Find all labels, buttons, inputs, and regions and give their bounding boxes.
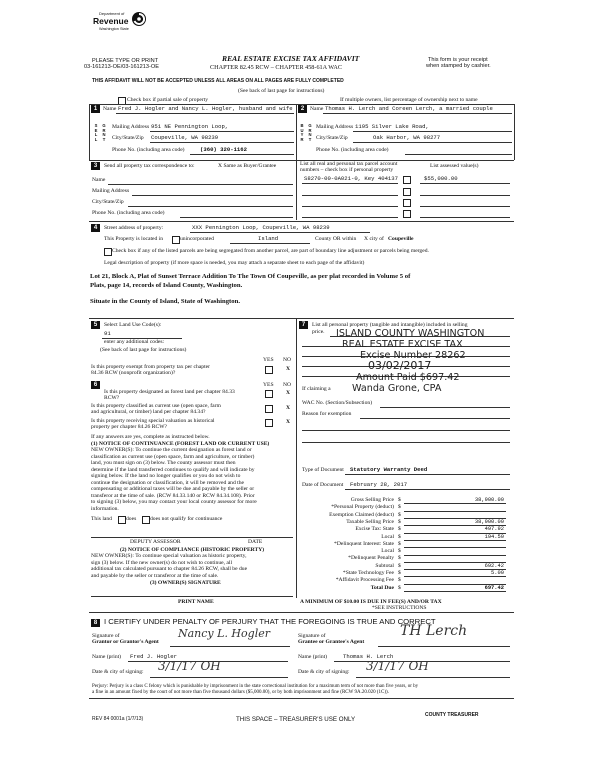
wac-label: WAC No. (Section/Subsection)	[302, 400, 373, 406]
tax-row-label: Local	[381, 533, 394, 540]
does-not-checkbox[interactable]	[142, 516, 150, 524]
perjury-statement-2: a fine in an amount fixed by the court of not more than five thousand dollars ($5,000.00), or by both imprisonment and fine (RCW 9A.20.020 (1C)).	[92, 690, 389, 695]
legal-description-3: Situate in the County of Island, State of Washington.	[90, 298, 241, 305]
grantee-date-city[interactable]: 3/1/17 OH	[366, 659, 429, 673]
land-use-see-back: (See back of last page for instructions)	[100, 347, 187, 353]
parcel-personal-checkbox-2[interactable]	[403, 188, 411, 196]
buyer-city[interactable]: Oak Harbor, WA 98277	[373, 134, 441, 141]
tax-row-amount[interactable]: 38,900.00	[474, 497, 504, 503]
forest-question-2: RCW?	[104, 395, 120, 401]
print-name-label: PRINT NAME	[178, 599, 214, 605]
stamp-line-1: ISLAND COUNTY WASHINGTON	[336, 328, 485, 339]
notice2-line: and payable by the seller or transferor at the time of sale.	[91, 572, 219, 579]
legal-description-label: Legal description of property (if more space is needed, you may attach a separate sheet to each page of the affidavit)	[104, 260, 365, 266]
tax-row-underline	[404, 540, 506, 541]
exempt-no-x[interactable]: X	[286, 366, 291, 372]
grantor-sig-label-1: Signature of	[92, 633, 120, 639]
tax-row-label: Local	[381, 548, 394, 555]
tax-row-amount[interactable]: 697.42	[484, 584, 504, 591]
form-title: REAL ESTATE EXCISE TAX AFFIDAVIT	[222, 54, 360, 63]
tax-row-amount[interactable]: 5.00	[491, 570, 504, 576]
deputy-assessor-label: DEPUTY ASSESSOR	[130, 539, 181, 545]
notice-compliance-title: (2) NOTICE OF COMPLIANCE (HISTORIC PROPERTY)	[120, 547, 265, 553]
grantor-date-label: Date & city of signing:	[92, 669, 144, 675]
tax-row-underline	[404, 511, 506, 512]
doc-type-label: Type of Document	[302, 467, 344, 473]
notice1-line: compensating or additional taxes will be due and payable by the seller or	[91, 486, 255, 492]
section-4-badge: 4	[91, 224, 100, 232]
section-7-badge: 7	[299, 321, 308, 329]
grantor-name-print[interactable]: Fred J. Hogler	[130, 653, 177, 660]
historic-yes-checkbox[interactable]	[265, 419, 273, 427]
notice2-line: sign (3) below. If the new owner(s) do not wish to continue, all	[91, 559, 233, 566]
reason-label: Reason for exemption	[302, 411, 352, 417]
city-within-label[interactable]: X city of	[364, 236, 384, 242]
current-use-no-x[interactable]: X	[286, 405, 291, 411]
logo-name: Revenue	[93, 16, 129, 26]
tax-row-currency: $	[398, 570, 401, 576]
logo-dept: Department of	[99, 11, 125, 16]
grantee-sig-label-1: Signature of	[298, 633, 326, 639]
grantee-signature[interactable]: TH Lerch	[400, 623, 468, 639]
seller-phone-label: Phone No. (including area code)	[112, 147, 185, 153]
notice1-line: to signing (3) below, you may contact your local county assessor for more	[91, 499, 257, 505]
tax-row-currency: $	[398, 526, 401, 533]
tax-row-underline	[404, 503, 506, 504]
stamp-line-5: Amount Paid $697.42	[356, 372, 460, 383]
doc-type-value[interactable]: Statutory Warranty Deed	[350, 466, 428, 473]
stamp-line-4: 03/02/2017	[368, 359, 432, 372]
form-chapter: CHAPTER 82.45 RCW – CHAPTER 458-61A WAC	[210, 64, 342, 71]
buyer-city-label: City/State/Zip	[316, 135, 348, 141]
notice1-line: classification as current use (open space, farm and agriculture, or timber)	[91, 453, 255, 460]
certify-statement: I CERTIFY UNDER PENALTY OF PERJURY THAT THE FOREGOING IS TRUE AND CORRECT	[104, 617, 436, 626]
notice-compliance-body	[91, 553, 296, 579]
multiple-owners-label: If multiple owners, list percentage of ownership next to name	[340, 97, 478, 103]
seller-side-label: S E L L	[94, 123, 98, 142]
tax-row-currency: $	[398, 497, 401, 503]
tax-row-label: *State Technology Fee	[342, 570, 394, 576]
current-use-question-1: Is this property classified as current use (open space, farm	[91, 403, 221, 409]
section-8-badge: 8	[91, 619, 100, 627]
land-use-label: Select Land Use Code(s):	[104, 322, 162, 328]
does-checkbox[interactable]	[118, 516, 126, 524]
seller-city[interactable]: Coupeville, WA 98239	[151, 134, 219, 141]
yes-header-6: YES	[263, 382, 274, 388]
grantee-sig-label-2: Grantee or Grantee's Agent	[298, 639, 365, 645]
doc-numbers: 03-161213-OE/03-161213-OE	[84, 64, 159, 70]
section-6-badge: 6	[91, 381, 100, 389]
same-as-buyer[interactable]: X Same as Buyer/Grantee	[218, 163, 277, 169]
grantee-date-label: Date & city of signing:	[298, 669, 350, 675]
land-does-label: This land	[91, 516, 112, 522]
exempt-question-2: 84.36 RCW (nonprofit organization)?	[91, 370, 176, 376]
notice1-line: signing below. If the land no longer qualifies or you do not wish to	[91, 473, 241, 479]
notice2-line: additional tax calculated pursuant to chapter 84.26 RCW, shall be due	[91, 566, 248, 572]
grantor-date-city[interactable]: 3/1/17 OH	[158, 659, 221, 673]
dor-logo	[91, 11, 151, 37]
grantor-name-print-label: Name (print)	[92, 654, 122, 660]
tax-row-currency: $	[398, 555, 401, 562]
tax-row-amount[interactable]: 194.50	[484, 533, 504, 540]
unincorporated-checkbox[interactable]	[172, 236, 180, 244]
mailing-label-3: Mailing Address	[92, 188, 130, 194]
notice1-line: NEW OWNER(S): To continue the current designation as forest land or	[91, 447, 252, 453]
seller-name[interactable]: Fred J. Hogler and Nancy L. Hogler, husband and wife	[118, 105, 293, 112]
historic-question-2: property per chapter 84.26 RCW?	[91, 424, 167, 430]
if-claiming-label: If claiming a	[302, 386, 331, 392]
see-instructions: *SEE INSTRUCTIONS	[372, 605, 427, 611]
tax-row-currency: $	[398, 577, 401, 584]
does-not-label: does not qualify for continuance	[150, 516, 223, 522]
tax-row-label: *Delinquent Interest: State	[334, 540, 394, 547]
exempt-note-1: This form is your receipt	[428, 57, 488, 63]
tax-row-currency: $	[398, 533, 401, 540]
tax-row-underline	[404, 576, 506, 577]
yes-header-5: YES	[263, 357, 274, 363]
no-header-5: NO	[283, 357, 292, 363]
grantee-name-print-label: Name (print)	[298, 654, 328, 660]
grantee-name-print[interactable]: Thomas H. Lerch	[343, 653, 394, 660]
city-label-3: City/State/Zip	[92, 199, 124, 205]
stamp-line-6: Wanda Grone, CPA	[352, 383, 442, 394]
logo-state: Washington State	[99, 27, 129, 31]
current-use-yes-checkbox[interactable]	[265, 405, 273, 413]
notice-continuance-body	[91, 447, 296, 512]
historic-question-1: Is this property receiving special valuation as historical	[91, 418, 215, 424]
street-address[interactable]: XXX Pennington Loop, Coupeville, WA 98239	[192, 224, 330, 231]
minimum-fee-note: A MINIMUM OF $10.00 IS DUE IN FEE(S) AND/OR TAX	[300, 599, 442, 605]
historic-no-x[interactable]: X	[286, 419, 291, 425]
buyer-address-label: Mailing Address	[316, 124, 354, 130]
tax-row-currency: $	[398, 504, 401, 511]
forest-no-x[interactable]: X	[286, 390, 291, 396]
unincorporated-label: unincorporated	[180, 236, 214, 242]
assessed-header: List assessed value(s)	[430, 163, 479, 169]
parcel-personal-checkbox-3[interactable]	[403, 199, 411, 207]
parcel-number[interactable]: S8270-00-0A021-0, Key 404137	[304, 175, 398, 182]
buyer-side-label: B U Y R	[300, 123, 304, 142]
stamp-line-3: Excise Number 28262	[360, 350, 466, 361]
tax-row-currency: $	[398, 548, 401, 555]
section-1-badge: 1	[91, 105, 100, 113]
parcel-header-1: List all real and personal tax parcel account	[300, 161, 398, 167]
tax-row-label: *Affidavit Processing Fee	[335, 577, 394, 584]
segregated-label: Check box if any of the listed parcels are being segregated from another parcel, are part of boundary line adjustment or parcels being merged.	[112, 248, 429, 254]
located-label: This Property is located in	[104, 236, 164, 242]
segregated-checkbox[interactable]	[104, 248, 112, 256]
exempt-note-2: when stamped by cashier.	[426, 63, 491, 69]
seller-phone[interactable]: (360) 320-1162	[200, 146, 247, 153]
notice1-line: transferor at the time of sale. (RCW 84.33.140 or RCW 84.34.108). Prior	[91, 492, 255, 499]
buyer-phone-label: Phone No. (including area code)	[316, 147, 389, 153]
does-label: does	[126, 516, 137, 522]
tax-row-label: Taxable Selling Price	[346, 518, 394, 525]
assessed-value[interactable]: $55,000.00	[424, 175, 458, 182]
land-use-code[interactable]: 91	[104, 330, 111, 337]
tax-row-underline	[404, 555, 506, 556]
warning-text: THIS AFFIDAVIT WILL NOT BE ACCEPTED UNLESS ALL AREAS ON ALL PAGES ARE FULLY COMPLETED	[92, 78, 344, 84]
parcel-header-2: numbers – check box if personal property	[300, 167, 394, 173]
treasurer-space: THIS SPACE – TREASURER'S USE ONLY	[236, 716, 356, 723]
tax-calculation-table	[296, 497, 514, 591]
tax-row-currency: $	[398, 562, 401, 569]
type-or-print: PLEASE TYPE OR PRINT	[92, 58, 159, 64]
if-yes-instructions: If any answers are yes, complete as instructed below.	[91, 434, 210, 440]
section-2-badge: 2	[298, 105, 307, 113]
notice2-line: NEW OWNER(S): To continue special valuation as historic property,	[91, 553, 247, 559]
notice1-line: continue the designation or classification, it will be removed and the	[91, 479, 245, 486]
tax-row-label: Subtotal	[375, 562, 394, 569]
send-correspondence-label: Send all property tax correspondence to:	[104, 163, 195, 169]
phone-label-3: Phone No. (including area code)	[92, 210, 165, 216]
see-back-text: (See back of last page for instructions)	[238, 88, 325, 94]
notice1-line: determine if the land transferred continues to qualify and will indicate by	[91, 466, 255, 473]
tax-row-currency: $	[398, 518, 401, 525]
tax-row-currency: $	[398, 511, 401, 518]
doc-date-value[interactable]: February 28, 2017	[350, 481, 408, 488]
logo-swirl-icon	[131, 11, 147, 27]
county-treasurer: COUNTY TREASURER	[425, 712, 479, 718]
legal-description-2: Plats, page 14, records of Island County, Washington.	[90, 282, 243, 289]
city-name: Coupeville	[388, 236, 414, 242]
tax-row-label: Total Due	[370, 584, 394, 591]
grantor-sig-label-2: Grantor or Grantor's Agent	[92, 639, 159, 645]
buyer-address[interactable]: 1195 Silver Lake Road,	[355, 123, 429, 130]
tax-row-amount[interactable]: 497.92	[484, 526, 504, 533]
perjury-statement-1: Perjury: Perjury is a class C felony which is punishable by imprisonment in the state correctional institution for a maximum term of not more than five years, or by	[92, 684, 419, 689]
parcel-personal-checkbox-4[interactable]	[403, 210, 411, 218]
name-label-3: Name	[92, 177, 106, 183]
legal-description-1: Lot 21, Block A, Plat of Sunset Terrace Addition To The Town Of Coupeville, as per plat recorded in Volume 5 of	[90, 273, 411, 280]
tax-row-currency: $	[398, 584, 401, 591]
tax-row-label: *Personal Property (deduct)	[331, 504, 394, 511]
owner-signature-label: (3) OWNER(S) SIGNATURE	[150, 580, 221, 586]
personal-property-label-1: List all personal property (tangible and intangible) included in selling	[312, 322, 468, 328]
buyer-side-label-2: G R N T	[308, 123, 312, 142]
street-label: Street address of property:	[104, 225, 164, 231]
tax-row-currency: $	[398, 540, 401, 547]
forest-yes-checkbox[interactable]	[265, 390, 273, 398]
grantor-signature[interactable]: Nancy L. Hogler	[178, 627, 270, 640]
stamp-line-2: REAL ESTATE EXCISE TAX	[342, 339, 463, 350]
exempt-question-1: Is this property exempt from property tax per chapter	[91, 364, 210, 370]
notice-continuance-title: (1) NOTICE OF CONTINUANCE (FOREST LAND OR CURRENT USE)	[91, 441, 270, 447]
seller-name-label: Name	[103, 106, 117, 112]
tax-row-amount[interactable]: 692.42	[484, 562, 504, 569]
rev-number: REV 84 0001a (1/7/13)	[92, 716, 144, 722]
current-use-question-2: and agricultural, or timber) land per chapter 84.34?	[91, 409, 206, 415]
forest-question-1: Is this property designated as forest land per chapter 84.33	[104, 389, 235, 395]
parcel-personal-checkbox-1[interactable]	[403, 176, 411, 184]
tax-row-underline	[404, 591, 506, 592]
no-header-6: NO	[283, 382, 292, 388]
tax-row-label: *Delinquent Penalty	[348, 555, 394, 562]
tax-row-label: Gross Selling Price	[350, 497, 394, 503]
partial-sale-label: Check box if partial sale of property	[127, 97, 209, 103]
doc-date-label: Date of Document	[302, 482, 344, 488]
seller-city-label: City/State/Zip	[112, 135, 144, 141]
buyer-name[interactable]: Thomas H. Lerch and Coreen Lerch, a married couple	[325, 105, 493, 112]
notice1-line: land, you must sign on (3) below. The county assessor must then	[91, 460, 236, 466]
date-label-6: DATE	[248, 539, 263, 545]
seller-side-label-2: G R N T	[102, 123, 106, 142]
exempt-yes-checkbox[interactable]	[265, 366, 273, 374]
seller-address[interactable]: 951 NE Pennington Loop,	[151, 123, 229, 130]
county-value[interactable]: Island	[258, 235, 279, 242]
tax-row-amount[interactable]: 38,900.00	[474, 518, 504, 525]
section-3-badge: 3	[91, 162, 100, 170]
seller-address-label: Mailing Address	[112, 124, 150, 130]
county-or-within-label: County OR within	[315, 236, 357, 242]
tax-row-label: Excise Tax: State	[355, 526, 394, 533]
tax-row-underline	[404, 547, 506, 548]
additional-codes-label: enter any additional codes:	[104, 339, 165, 345]
personal-property-label-2: price.	[312, 329, 325, 335]
tax-row-label: Exemption Claimed (deduct)	[329, 511, 394, 518]
section-5-badge: 5	[91, 321, 100, 329]
buyer-name-label: Name	[310, 106, 324, 112]
notice1-line: information.	[91, 505, 119, 512]
